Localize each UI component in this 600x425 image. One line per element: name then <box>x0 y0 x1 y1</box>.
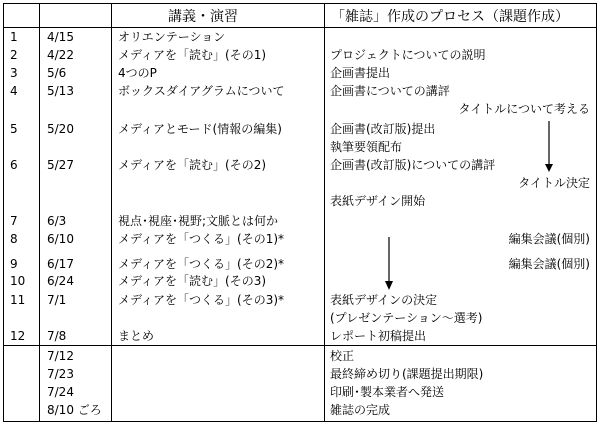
row-process: 表紙デザインの決定 <box>330 293 438 307</box>
row-process: レポート初稿提出 <box>330 329 427 343</box>
row-number: 11 <box>10 293 26 307</box>
row-number: 3 <box>10 66 18 80</box>
schedule-process: 最終締め切り(課題提出期限) <box>330 367 484 381</box>
row-topic: メディアを「読む」(その1) <box>118 48 267 62</box>
schedule-date: 7/12 <box>47 349 74 363</box>
row-date: 5/20 <box>47 122 74 136</box>
title-decide-note: タイトル決定 <box>518 176 590 190</box>
schedule-date: 8/10 ごろ <box>47 403 102 417</box>
schedule-table <box>3 3 597 422</box>
title-think-note: タイトルについて考える <box>458 102 590 116</box>
row-date: 4/22 <box>47 48 74 62</box>
row-date: 4/15 <box>47 30 74 44</box>
guidelines-note: 執筆要領配布 <box>330 140 403 154</box>
presentation-note: (プレゼンテーション～選考) <box>330 311 483 325</box>
row-date: 6/17 <box>47 257 74 271</box>
row-topic: オリエンテーション <box>118 30 226 44</box>
editorial-meeting-note: 編集会議(個別) <box>508 257 590 271</box>
row-number: 2 <box>10 48 18 62</box>
row-date: 7/1 <box>47 293 67 307</box>
row-date: 6/24 <box>47 274 74 288</box>
editorial-meeting-note: 編集会議(個別) <box>508 232 590 246</box>
row-topic: 4つのP <box>118 66 157 80</box>
row-process: 企画書(改訂版)についての講評 <box>330 158 496 172</box>
schedule-process: 印刷･製本業者へ発送 <box>330 385 445 399</box>
row-process: プロジェクトについての説明 <box>330 48 486 62</box>
column-divider-1 <box>39 3 40 422</box>
schedule-date: 7/23 <box>47 367 74 381</box>
row-process: 企画書提出 <box>330 66 391 80</box>
row-topic: メディアとモード(情報の編集) <box>118 122 282 136</box>
header-divider <box>3 27 597 28</box>
row-number: 7 <box>10 214 18 228</box>
row-topic: メディアを「つくる」(その3)* <box>118 293 285 307</box>
row-process: 企画書についての講評 <box>330 84 450 98</box>
row-number: 8 <box>10 232 18 246</box>
schedule-process: 雑誌の完成 <box>330 403 391 417</box>
row-topic: メディアを「読む」(その2) <box>118 158 267 172</box>
row-date: 5/27 <box>47 158 74 172</box>
row-topic: メディアを「つくる」(その2)* <box>118 257 285 271</box>
row-topic: まとめ <box>118 329 155 343</box>
header-process: 「雑誌」作成のプロセス（課題作成） <box>331 9 569 25</box>
row-date: 6/3 <box>47 214 67 228</box>
row-date: 7/8 <box>47 329 67 343</box>
row-number: 12 <box>10 329 26 343</box>
column-divider-2 <box>111 3 112 422</box>
schedule-process: 校正 <box>330 349 355 363</box>
row-number: 5 <box>10 122 18 136</box>
row-number: 9 <box>10 257 18 271</box>
row-topic: メディアを「つくる」(その1)* <box>118 232 285 246</box>
schedule-date: 7/24 <box>47 385 74 399</box>
row-date: 5/13 <box>47 84 74 98</box>
row-topic: ボックスダイアグラムについて <box>118 84 285 98</box>
row-date: 6/10 <box>47 232 74 246</box>
column-divider-3 <box>324 3 325 422</box>
header-lecture: 講義・演習 <box>168 9 238 25</box>
row-number: 10 <box>10 274 26 288</box>
row-number: 1 <box>10 30 18 44</box>
row-number: 4 <box>10 84 18 98</box>
section-divider <box>3 345 597 346</box>
row-number: 6 <box>10 158 18 172</box>
cover-start-note: 表紙デザイン開始 <box>330 194 426 208</box>
row-process: 企画書(改訂版)提出 <box>330 122 436 136</box>
row-topic: 視点･視座･視野;文脈とは何か <box>118 214 279 228</box>
row-topic: メディアを「読む」(その3) <box>118 274 267 288</box>
row-date: 5/6 <box>47 66 67 80</box>
